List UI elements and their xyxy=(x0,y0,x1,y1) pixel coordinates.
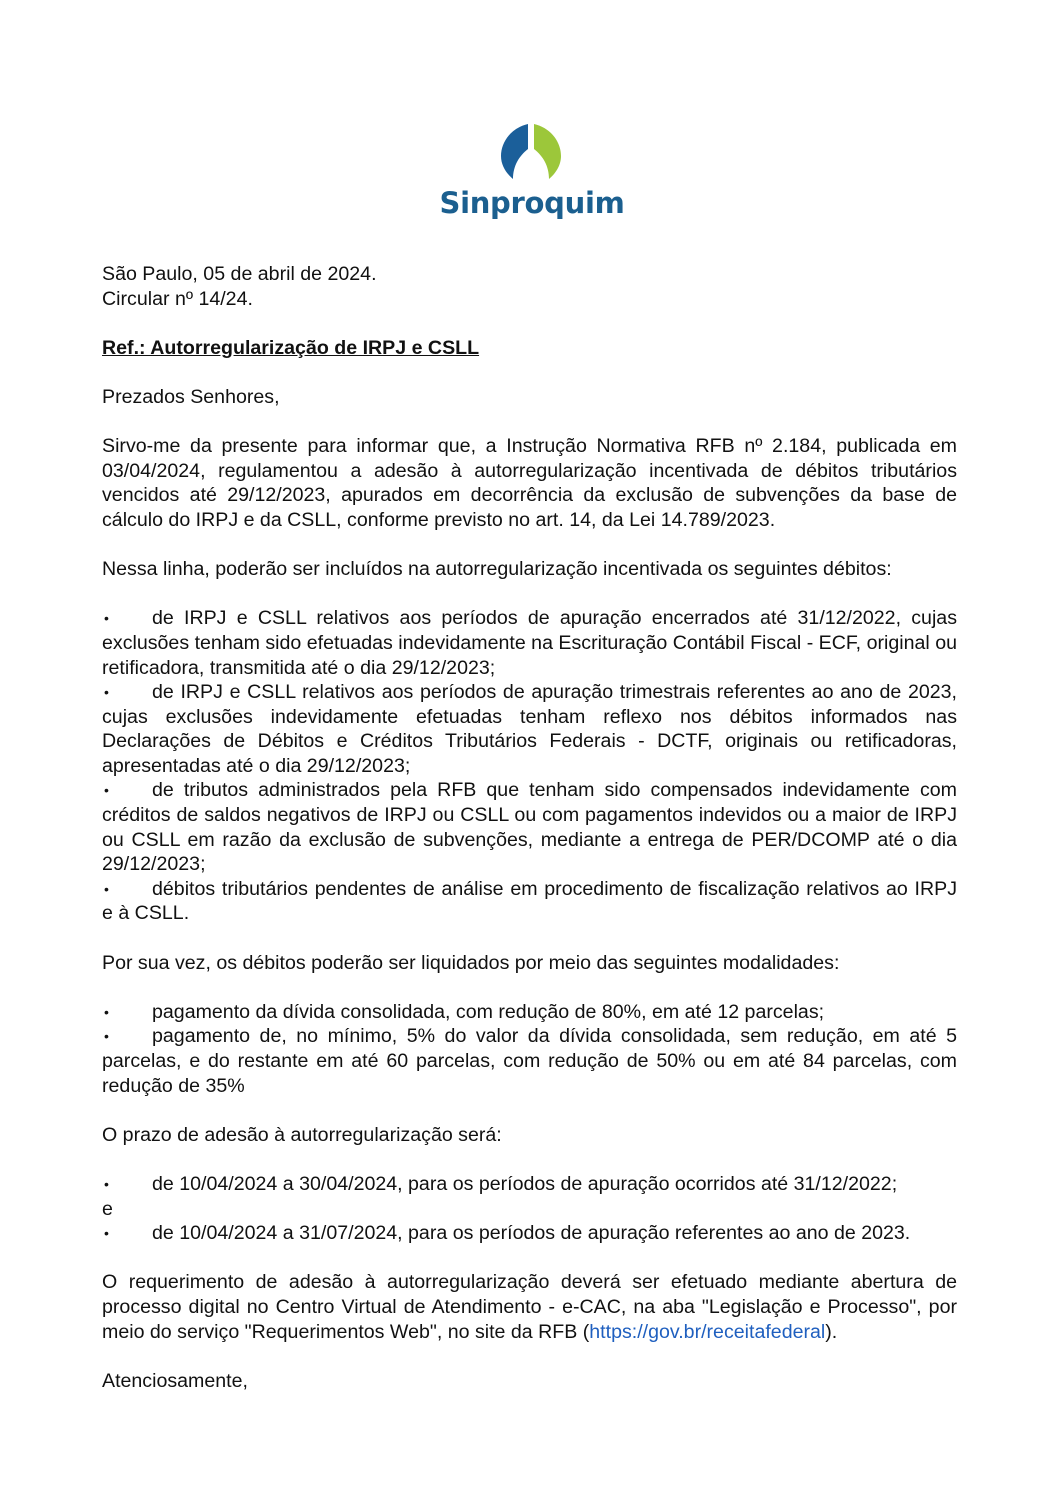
list-item: • débitos tributários pendentes de análise em procedimento de fiscalização relativos ao IRPJ e à CSLL. xyxy=(102,877,957,925)
deadlines-list xyxy=(102,1172,957,1246)
bullet-icon: • xyxy=(104,880,109,897)
bullet-icon: • xyxy=(104,684,109,701)
bullet-icon: • xyxy=(104,610,109,627)
bullet-icon: • xyxy=(104,1028,109,1045)
debts-intro: Nessa linha, poderão ser incluídos na autorregularização incentivada os seguintes débitos: xyxy=(102,558,892,581)
list-item: • de tributos administrados pela RFB que tenham sido compensados indevidamente com créditos de saldos negativos de IRPJ ou CSLL ou com pagamentos indevidos ou a maior de IRPJ ou CSLL em razão da exclusão de subvenções, mediante a entrega de PER/DCOMP até o dia 29/12/2023; xyxy=(102,779,957,876)
request-paragraph: O requerimento de adesão à autorregularização deverá ser efetuado mediante abertura de processo digital no Centro Virtual de Atendimento - e-CAC, na aba "Legislação e Processo", por meio do serviço "Requerimentos Web", no site da RFB (https://gov.br/receitafederal). xyxy=(102,1271,957,1343)
sinproquim-leaf-logo-icon xyxy=(497,122,565,182)
brand-name: Sinproquim xyxy=(439,186,625,220)
bullet-icon: • xyxy=(104,1225,109,1242)
letter-body xyxy=(102,262,957,1393)
sinproquim-logo xyxy=(437,102,627,234)
salutation: Prezados Senhores, xyxy=(102,385,280,408)
circular-number: Circular nº 14/24. xyxy=(102,287,253,310)
list-item: • de 10/04/2024 a 30/04/2024, para os períodos de apuração ocorridos até 31/12/2022; xyxy=(104,1172,898,1195)
list-item: • de 10/04/2024 a 31/07/2024, para os períodos de apuração referentes ao ano de 2023. xyxy=(104,1222,911,1245)
intro-paragraph: Sirvo-me da presente para informar que, a Instrução Normativa RFB nº 2.184, publicada em 03/04/2024, regulamentou a adesão à autorregularização incentivada de débitos tributários vencidos até 29/12/2023, apurados em decorrência da exclusão de subvenções da base de cálculo do IRPJ e da CSLL, conforme previsto no art. 14, da Lei 14.789/2023. xyxy=(102,435,957,531)
modalities-intro: Por sua vez, os débitos poderão ser liquidados por meio das seguintes modalidades: xyxy=(102,951,840,974)
subject-reference: Ref.: Autorregularização de IRPJ e CSLL xyxy=(102,336,480,359)
modalities-list xyxy=(102,1000,957,1098)
list-item: • pagamento de, no mínimo, 5% do valor da dívida consolidada, sem redução, em até 5 parcelas, e do restante em até 60 parcelas, com redução de 50% ou em até 84 parcelas, com redução de 35% xyxy=(102,1025,957,1097)
list-item: • de IRPJ e CSLL relativos aos períodos de apuração encerrados até 31/12/2022, cujas exclusões tenham sido efetuadas indevidamente na Escrituração Contábil Fiscal - ECF, original ou retificadora, transmitida até o dia 29/12/2023; xyxy=(102,607,957,679)
debts-list xyxy=(102,606,957,926)
closing: Atenciosamente, xyxy=(102,1369,248,1392)
receita-federal-link[interactable]: https://gov.br/receitafederal xyxy=(589,1320,826,1343)
bullet-icon: • xyxy=(104,1175,109,1192)
list-item: • pagamento da dívida consolidada, com redução de 80%, em até 12 parcelas; xyxy=(104,1000,825,1023)
list-item: • de IRPJ e CSLL relativos aos períodos de apuração trimestrais referentes ao ano de 2023, cujas exclusões indevidamente efetuadas tenham reflexo nos débitos informados nas Declarações de Débitos e Créditos Tributários Federais - DCTF, originais ou retificadoras, apresentadas até o dia 29/12/2023; xyxy=(102,681,957,777)
bullet-icon: • xyxy=(104,782,109,799)
bullet-icon: • xyxy=(104,1003,109,1020)
deadline-connector: e xyxy=(102,1197,113,1220)
place-date: São Paulo, 05 de abril de 2024. xyxy=(102,263,377,285)
deadline-intro: O prazo de adesão à autorregularização será: xyxy=(102,1123,502,1146)
